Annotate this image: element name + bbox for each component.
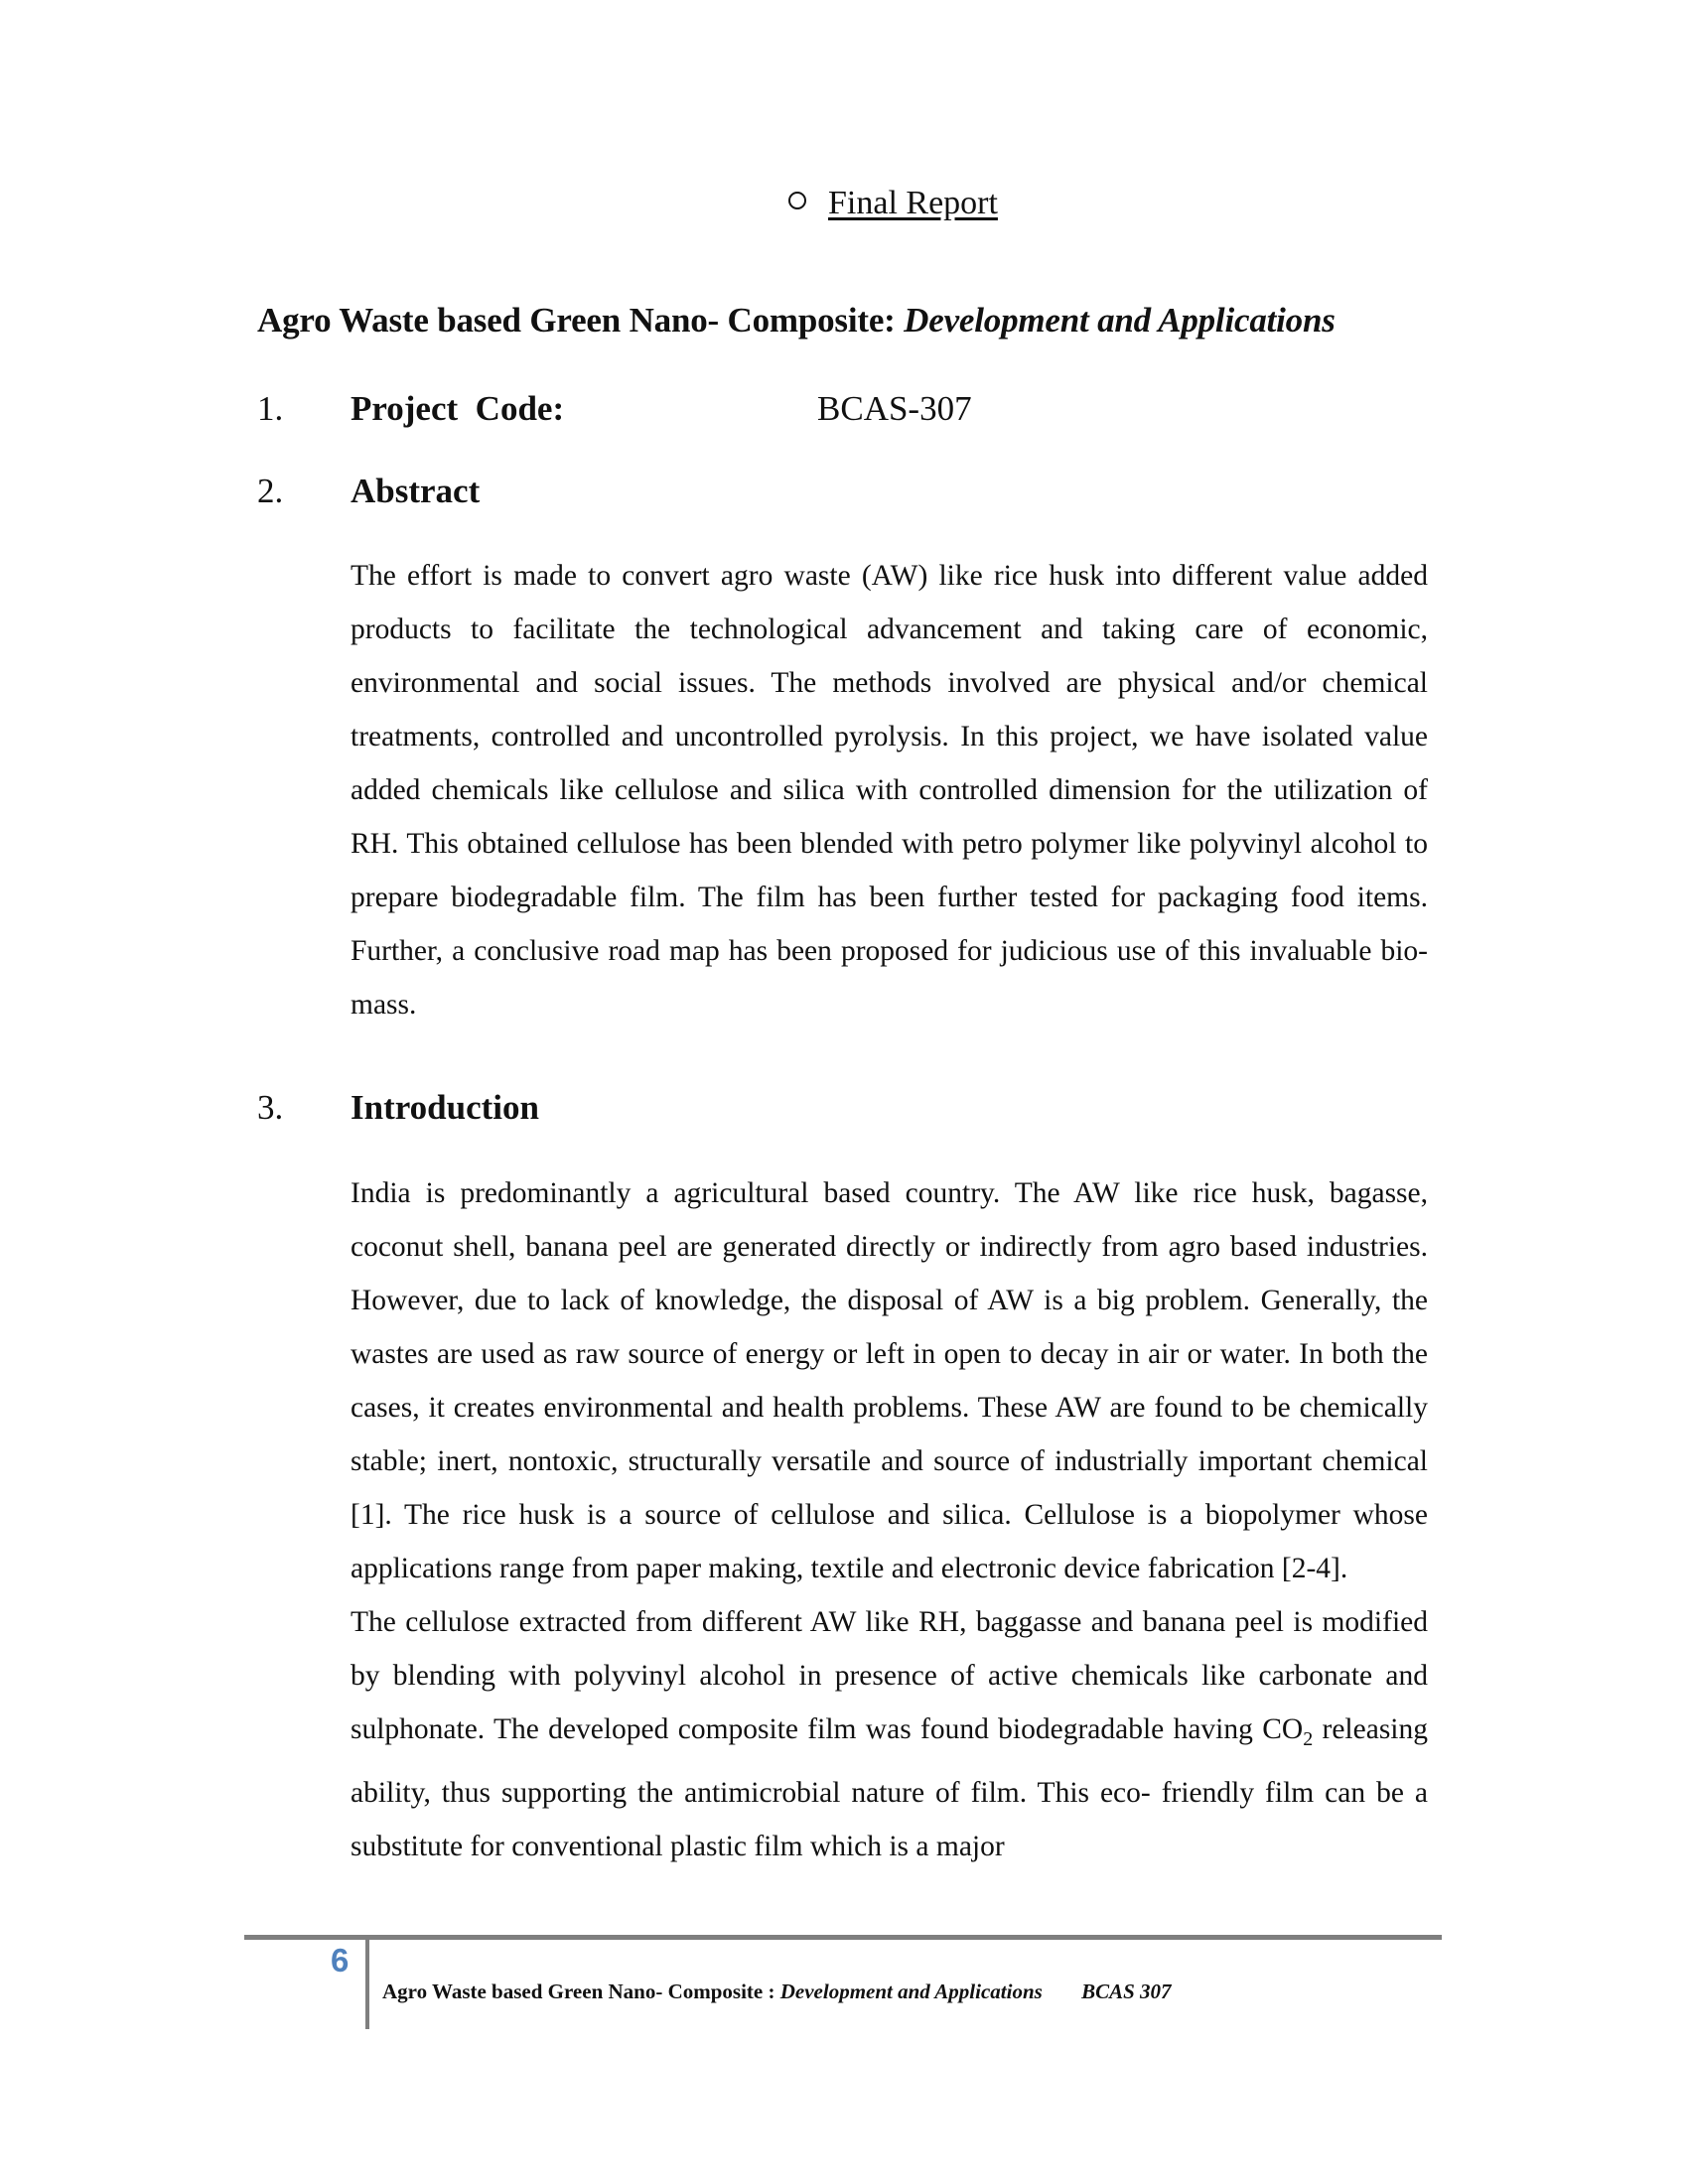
section-heading-abstract: Abstract [351,472,481,510]
final-report-heading [788,185,998,222]
footer-vertical-rule [365,1940,369,2029]
section-number: 1. [257,389,284,428]
document-title-italic: Development and Applications [904,301,1336,340]
footer-running-title [382,1979,1172,2004]
section-number: 3. [257,1088,284,1127]
document-title-main: Agro Waste based Green Nano- Composite: [257,301,896,340]
introduction-paragraph-1: India is predominantly a agricultural based country. The AW like rice husk, bagasse, coconut shell, banana peel are generated directly or indirectly from agro based industries. However, due to lack of knowledge, the disposal of AW is a big problem. Generally, the wastes are used as raw source of energy or left in open to decay in air or water. In both the cases, it creates environmental and health problems. These AW are found to be chemically stable; inert, nontoxic, structurally versatile and source of industrially important chemical [1]. The rice husk is a source of cellulose and silica. Cellulose is a biopolymer whose applications range from paper making, textile and electronic device fabrication [2-4]. [351,1177,1428,1584]
abstract-body [351,549,1428,1031]
final-report-label: Final Report [828,185,998,221]
section-number: 2. [257,472,284,510]
abstract-paragraph: The effort is made to convert agro waste (AW) like rice husk into different value added products to facilitate the technological advancement and taking care of economic, environmental and social issues. The methods involved are physical and/or chemical treatments, controlled and uncontrolled pyrolysis. In this project, we have isolated value added chemicals like cellulose and silica with controlled dimension for the utilization of RH. This obtained cellulose has been blended with petro polymer like polyvinyl alcohol to prepare biodegradable film. The film has been further tested for packaging food items. Further, a conclusive road map has been proposed for judicious use of this invaluable bio-mass. [351,560,1428,1021]
introduction-body [351,1166,1428,1873]
hollow-circle-bullet-icon [788,192,806,209]
document-title [257,301,1336,341]
footer-project-code: BCAS 307 [1081,1979,1172,2003]
co2-subscript: 2 [1303,1727,1314,1750]
intro-p2-text-a: The cellulose extracted from different AW like RH, baggasse and banana peel is modified by blending with polyvinyl alcohol in presence of active chemicals like carbonate and sulphonate. The developed composite film was found biodegradable having CO [351,1606,1428,1745]
introduction-paragraph-2 [351,1595,1428,1873]
page-number: 6 [331,1942,350,1979]
project-code-value: BCAS-307 [817,389,972,428]
footer-title-italic: Development and Applications [779,1979,1043,2003]
section-heading-introduction: Introduction [351,1088,539,1127]
section-heading-project-code: Project Code: [351,389,565,428]
footer-horizontal-rule [244,1935,1442,1940]
intro-p2-text-b: releasing ability, thus supporting the antimicrobial nature of film. This eco- friendly film can be a substitute for conventional plastic film which is a major [351,1713,1428,1862]
footer-title-main: Agro Waste based Green Nano- Composite : [382,1979,775,2003]
